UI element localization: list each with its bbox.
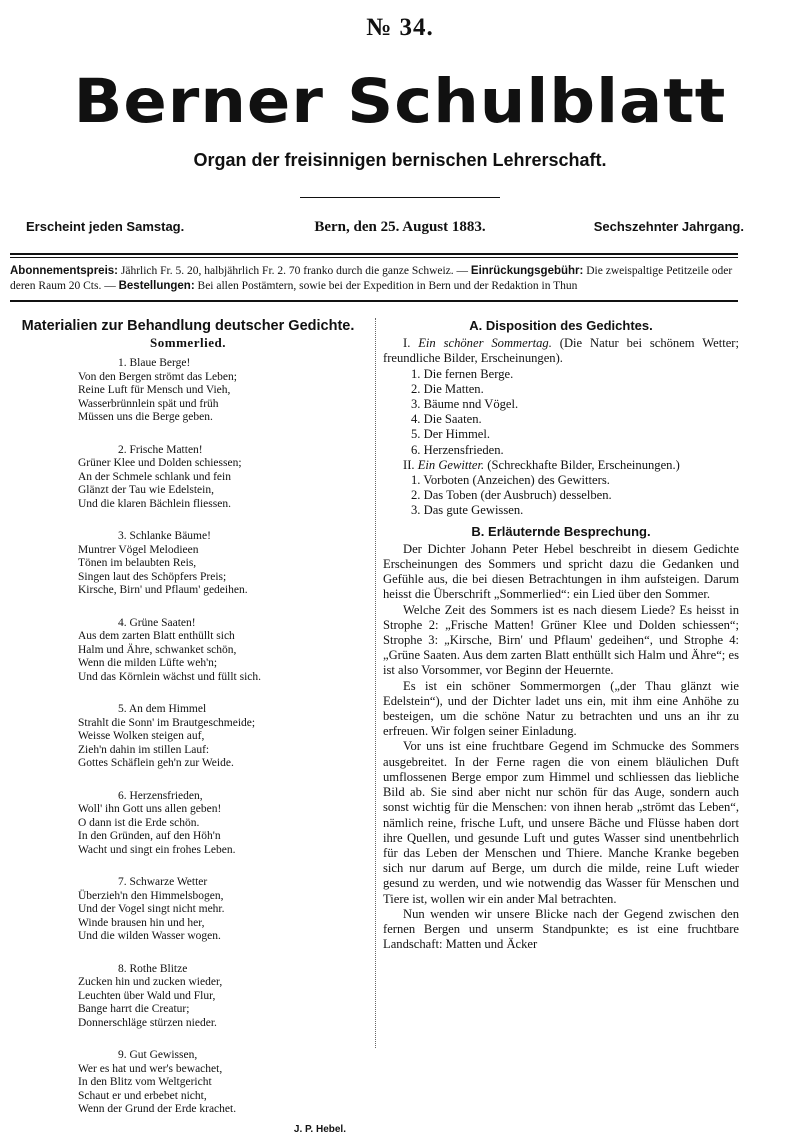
part-2-title: Ein Gewitter. — [417, 457, 485, 472]
stanza-heading: 7. Schwarze Wetter — [118, 876, 208, 888]
stanza — [78, 703, 364, 771]
stanza-heading: 5. An dem Himmel — [118, 703, 207, 715]
outline-item: 1. Vorboten (Anzeichen) des Gewitters. — [411, 473, 610, 488]
divider — [10, 257, 738, 258]
orders-label: Bestellungen: — [118, 280, 195, 292]
part-1-list — [383, 367, 739, 458]
poem-line: Winde brausen hin und her, — [78, 916, 205, 929]
poem-stanzas — [12, 357, 364, 1117]
paragraph: Vor uns ist eine fruchtbare Gegend im Schmucke des Sommers ausgebreitet. In der Ferne ragen die von einem bläulichen Duft umflossenen Berge empor zum Himmel und schliessen das liebliche Bild ab. Sie sind aber nicht nur schön für das Auge, sondern auch sonst wichtig für die Menschen: von ihnen herab „strömt das Leben“, nämlich reine, frische Luft, und unsere Bäche und Flüsse haben dort ihre Quellen, und gesunde Luft und gutes Wasser sind unentbehrlich für das Leben der Menschen und Thiere. Manche Kranke begeben sich nur darum auf Berge, um durch die milde, reine Luft wieder gesund zu werden, und wie notwendig das Wasser für Menschen und Tiere ist, wollen wir ein ander Mal betrachten. — [383, 739, 739, 906]
poem-line: Und das Körnlein wächst und füllt sich. — [78, 670, 262, 683]
outline-item: 4. Die Saaten. — [411, 412, 482, 427]
poem-line: Woll' ihn Gott uns allen geben! — [78, 803, 222, 815]
place-date: Bern, den 25. August 1883. — [314, 219, 486, 235]
poem-line: Zieh'n dahin im stillen Lauf: — [78, 743, 210, 756]
paragraph: Welche Zeit des Sommers ist es nach diesem Liede? Es heisst in Strophe 2: „Frische Matten! Grüner Klee und Dolden schiessen“; Strophe 3: „Kirsche, Birn' und Pflaum' gedeihen“, und Strophe 4: „Grüne Saaten. Aus dem zarten Blatt enthüllt sich Halm und Ähre“; es ist also Vorsommer, vor Beginn der Heuernte. — [383, 602, 739, 678]
poem-line: Weisse Wolken steigen auf, — [78, 730, 205, 742]
poem-line: Tönen im belaubten Reis, — [78, 557, 197, 569]
poem-line: In den Gründen, auf den Höh'n — [78, 830, 221, 842]
ad-fee-label: Einrückungsgebühr: — [470, 265, 584, 277]
part-2-list — [383, 473, 739, 519]
ad-fee-text: Die zweispaltige Petitzeile oder deren Raum 20 Cts. — — [10, 265, 733, 292]
publication-frequency: Erscheint jeden Samstag. — [26, 219, 185, 234]
outline-item: 2. Das Toben (der Ausbruch) desselben. — [411, 488, 612, 503]
part-1-prefix: I. — [403, 336, 419, 351]
stanza — [78, 617, 364, 685]
stanza — [78, 1049, 364, 1117]
right-column — [383, 318, 739, 952]
poem-line: Wacht und singt ein frohes Leben. — [78, 843, 236, 856]
paragraph: Es ist ein schöner Sommermorgen („der Thau glänzt wie Edelstein“), und der Dichter ladet uns ein, mit ihm eine Anhöhe zu besteigen, um die schöne Natur zu betrachten und uns an ihr zu erfreuen. Wir folgen seiner Einladung. — [383, 678, 739, 739]
stanza — [78, 963, 364, 1031]
poem-line: Überzieh'n den Himmelsbogen, — [78, 889, 224, 902]
poem-line: Donnerschläge stürzen nieder. — [78, 1016, 217, 1029]
issue-number: № 34. — [366, 14, 434, 41]
poem-line: Zucken hin und zucken wieder, — [78, 976, 223, 988]
stanza-heading: 3. Schlanke Bäume! — [118, 530, 211, 542]
paragraph: Nun wenden wir unsere Blicke nach der Gegend zwischen den fernen Bergen und unserm Standpunkte; es ist eine fruchtbare Landschaft: Matten und Äcker — [383, 906, 739, 952]
poem-line: Müssen uns die Berge geben. — [78, 411, 213, 423]
poem-line: Wenn der Grund der Erde krachet. — [78, 1103, 237, 1115]
left-column — [12, 318, 364, 1135]
outline-item: 1. Die fernen Berge. — [411, 366, 514, 381]
disposition-part-2 — [383, 458, 739, 473]
stanza-heading: 9. Gut Gewissen, — [118, 1049, 198, 1061]
poem-title: Sommerlied. — [150, 335, 226, 350]
poem-line: An der Schmele schlank und fein — [78, 470, 231, 483]
part-1-title: Ein schöner Sommertag. — [418, 336, 552, 351]
poem-line: Grüner Klee und Dolden schiessen; — [78, 457, 242, 469]
masthead-subtitle: Organ der freisinnigen bernischen Lehrerschaft. — [193, 150, 607, 170]
poem-line: Halm und Ähre, schwanket schön, — [78, 643, 237, 656]
masthead-title: Berner Schulblatt — [73, 66, 727, 138]
poem-line: Gottes Schäflein geh'n zur Weide. — [78, 757, 234, 769]
subscription-text: Jährlich Fr. 5. 20, halbjährlich Fr. 2. 70 franko durch die ganze Schweiz. — — [118, 265, 471, 277]
poem-line: Leuchten über Wald und Flur, — [78, 989, 216, 1002]
poem-line: Aus dem zarten Blatt enthüllt sich — [78, 630, 235, 642]
outline-item: 2. Die Matten. — [411, 381, 484, 396]
poem-line: Wer es hat und wer's bewachet, — [78, 1062, 223, 1075]
subscription-info — [10, 264, 738, 294]
poem-author: J. P. Hebel. — [293, 1123, 346, 1135]
outline-item: 3. Bäume nnd Vögel. — [411, 397, 519, 412]
column-divider — [375, 318, 376, 1048]
poem-line: Muntrer Vögel Melodieen — [78, 543, 199, 556]
disposition-part-1 — [383, 336, 739, 366]
stanza-heading: 2. Frische Matten! — [118, 443, 203, 456]
stanza-heading: 6. Herzensfrieden, — [118, 789, 203, 802]
stanza — [78, 530, 364, 598]
section-a-heading: A. Disposition des Gedichtes. — [469, 318, 653, 333]
outline-item: 3. Das gute Gewissen. — [411, 503, 524, 518]
stanza-heading: 4. Grüne Saaten! — [118, 616, 196, 629]
poem-line: Strahlt die Sonn' im Brautgeschmeide; — [78, 716, 256, 729]
section-b-heading: B. Erläuternde Besprechung. — [471, 523, 651, 539]
divider — [10, 300, 738, 302]
paragraph: Der Dichter Johann Peter Hebel beschreibt in diesem Gedichte Erscheinungen des Sommers und spricht dazu die Gedanken und Gefühle aus, die bei diesen Betrachtungen in ihm aufsteigen. Darum heisst die Überschrift „Sommerlied“: ein Lied über den Sommer. — [383, 541, 739, 602]
poem-line: Wasserbrünnlein spät und früh — [78, 397, 219, 410]
poem-line: Von den Bergen strömt das Leben; — [78, 370, 237, 383]
stanza — [78, 876, 364, 944]
poem-line: Wenn die milden Lüfte weh'n; — [78, 657, 218, 669]
poem-line: Kirsche, Birn' und Pflaum' gedeihen. — [78, 584, 248, 596]
poem-line: Und die wilden Wasser wogen. — [78, 930, 221, 942]
poem-line: In den Blitz vom Weltgericht — [78, 1076, 212, 1088]
outline-item: 5. Der Himmel. — [411, 427, 491, 442]
stanza — [78, 357, 364, 425]
part-2-prefix: II. — [403, 457, 418, 472]
poem-line: Bange harrt die Creatur; — [78, 1003, 190, 1015]
part-1-text: (Die Natur bei schönem Wetter; freundliche Bilder, Erscheinungen). — [383, 336, 739, 366]
poem-line: Und die klaren Bächlein fliessen. — [78, 497, 231, 510]
part-2-text: (Schreckhafte Bilder, Erscheinungen.) — [484, 457, 680, 472]
discussion-paragraphs — [383, 542, 739, 952]
outline-item: 6. Herzensfrieden. — [411, 442, 504, 457]
stanza — [78, 790, 364, 858]
stanza — [78, 444, 364, 512]
volume-year: Sechszehnter Jahrgang. — [593, 219, 744, 234]
divider — [10, 253, 738, 255]
poem-line: O dann ist die Erde schön. — [78, 816, 200, 829]
divider — [300, 197, 500, 198]
subscription-label: Abonnementspreis: — [10, 265, 118, 277]
poem-line: Und der Vogel singt nicht mehr. — [78, 903, 225, 915]
poem-line: Glänzt der Tau wie Edelstein, — [78, 484, 214, 496]
poem-line: Singen laut des Schöpfers Preis; — [78, 570, 227, 583]
poem-line: Reine Luft für Mensch und Vieh, — [78, 384, 231, 396]
article-title: Materialien zur Behandlung deutscher Gedichte. — [21, 318, 355, 334]
orders-text: Bei allen Postämtern, sowie bei der Expedition in Bern und der Redaktion in Thun — [194, 280, 578, 292]
stanza-heading: 1. Blaue Berge! — [118, 357, 191, 369]
poem-line: Schaut er und erbebet nicht, — [78, 1089, 207, 1102]
stanza-heading: 8. Rothe Blitze — [118, 962, 188, 975]
